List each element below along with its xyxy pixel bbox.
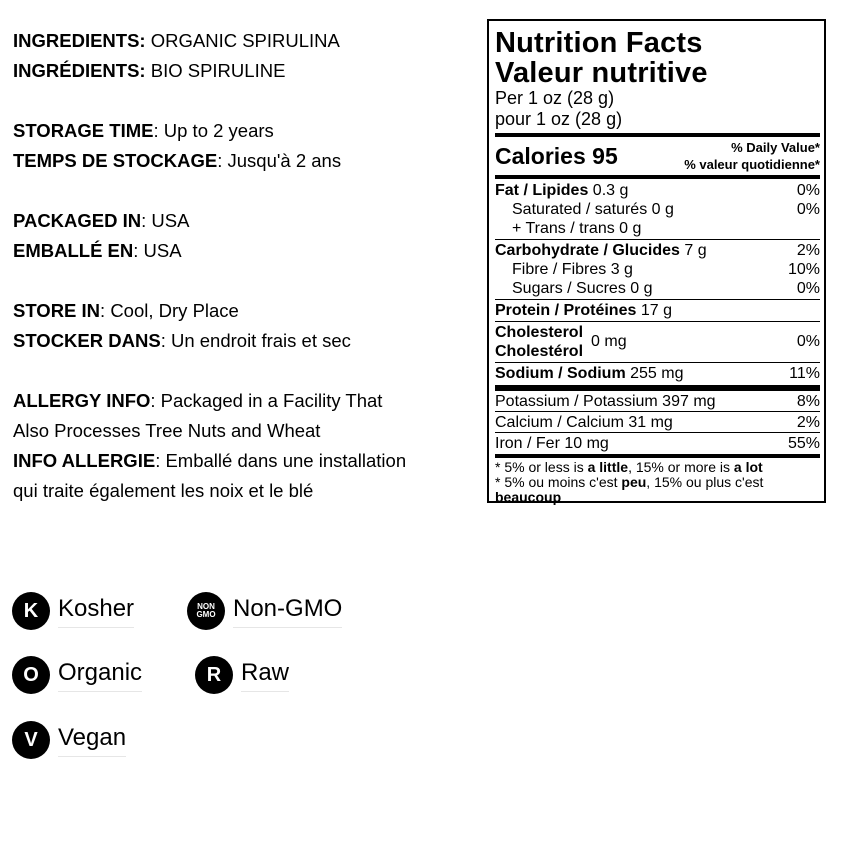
- storage-time-en: [13, 116, 483, 146]
- fibre-row: [495, 260, 820, 279]
- cholesterol-label-fr: Cholestérol: [495, 343, 584, 360]
- calcium-row: [495, 413, 820, 432]
- protein-row: [495, 301, 820, 320]
- packaged-fr: [13, 236, 483, 266]
- footnote-fr-bold: peu: [621, 474, 647, 490]
- divider: [495, 385, 820, 391]
- calcium-dv: 2%: [796, 414, 820, 431]
- allergy-fr-cont: qui traite également les noix et le blé: [13, 480, 314, 501]
- trans-row: [495, 219, 820, 238]
- cholesterol-label-en: Cholesterol: [495, 324, 584, 341]
- badge-organic-label: Organic: [58, 659, 142, 692]
- non-gmo-icon-line-1: NON: [197, 602, 215, 611]
- serving-size-en: Per 1 oz (28 g): [495, 88, 615, 108]
- badge-raw-label: Raw: [241, 659, 289, 692]
- raw-icon: R: [195, 656, 233, 694]
- footnote-fr-part: , 15% ou plus c'est: [646, 474, 764, 490]
- divider: [495, 299, 820, 300]
- sodium-amount: 255 mg: [625, 365, 684, 382]
- carb-label: Carbohydrate / Glucides: [495, 242, 680, 259]
- non-gmo-icon: [187, 592, 225, 630]
- vegan-icon: V: [12, 721, 50, 759]
- iron-row: [495, 434, 820, 453]
- allergy-fr-value-1: : Emballé dans une installation: [155, 450, 407, 471]
- allergy-fr: [13, 446, 483, 476]
- fat-amount: 0.3 g: [588, 182, 629, 199]
- footnote-fr-bold: beaucoup: [495, 489, 562, 505]
- fibre-label: Fibre / Fibres 3 g: [512, 261, 633, 278]
- iron-dv: 55%: [787, 435, 820, 452]
- store-en: [13, 296, 483, 326]
- footnote-en-part: , 15% or more is: [628, 459, 734, 475]
- divider: [495, 411, 820, 412]
- packaged-en-label: PACKAGED IN: [13, 210, 142, 231]
- sugars-row: [495, 279, 820, 298]
- packaged-en-value: : USA: [141, 210, 190, 231]
- ingredients-en-value: ORGANIC SPIRULINA: [145, 30, 340, 51]
- storage-time-en-value: : Up to 2 years: [153, 120, 274, 141]
- potassium-label: Potassium / Potassium 397 mg: [495, 393, 716, 410]
- sodium-label: Sodium / Sodium: [495, 365, 626, 382]
- daily-value-fr: % valeur quotidienne*: [684, 157, 820, 172]
- ingredients-fr-label: INGRÉDIENTS:: [13, 60, 146, 81]
- protein-label: Protein / Protéines: [495, 302, 637, 319]
- sodium-dv: 11%: [789, 365, 820, 382]
- ingredients-fr-value: BIO SPIRULINE: [145, 60, 286, 81]
- fat-dv: 0%: [796, 182, 820, 199]
- ingredients-fr: [13, 56, 483, 86]
- cholesterol-label: [495, 323, 583, 361]
- carb-amount: 7 g: [679, 242, 707, 259]
- store-fr: [13, 326, 483, 356]
- ingredients-en: [13, 26, 483, 56]
- store-fr-label: STOCKER DANS: [13, 330, 161, 351]
- cholesterol-row: [495, 323, 820, 361]
- packaged-fr-label: EMBALLÉ EN: [13, 240, 134, 261]
- trans-label: + Trans / trans 0 g: [512, 220, 642, 237]
- badge-vegan-label: Vegan: [58, 724, 126, 757]
- kosher-icon: K: [12, 592, 50, 630]
- sugars-label: Sugars / Sucres 0 g: [512, 280, 653, 297]
- footnote-en-part: * 5% or less is: [495, 459, 588, 475]
- storage-time-en-label: STORAGE TIME: [13, 120, 154, 141]
- divider: [495, 432, 820, 433]
- serving-size-fr: pour 1 oz (28 g): [495, 109, 623, 129]
- badge-non-gmo-label: Non-GMO: [233, 595, 342, 628]
- divider: [495, 175, 820, 179]
- non-gmo-icon-line-2: GMO: [196, 610, 216, 619]
- packaged-en: [13, 206, 483, 236]
- footnote-en-bold: a lot: [733, 459, 763, 475]
- nutrition-title-fr: Valeur nutritive: [495, 57, 708, 89]
- cholesterol-amount: 0 mg: [591, 333, 627, 350]
- store-en-value: : Cool, Dry Place: [100, 300, 239, 321]
- badge-kosher-label: Kosher: [58, 595, 134, 628]
- ingredients-en-label: INGREDIENTS:: [13, 30, 146, 51]
- nutrition-facts-panel: [487, 19, 826, 503]
- allergy-en: [13, 386, 483, 416]
- storage-time-fr-value: : Jusqu'à 2 ans: [217, 150, 342, 171]
- calories-row: [495, 137, 820, 175]
- store-en-label: STORE IN: [13, 300, 101, 321]
- allergy-en-label: ALLERGY INFO: [13, 390, 151, 411]
- fat-row: [495, 181, 820, 200]
- footnote-fr: [495, 475, 820, 505]
- badge-raw: [195, 656, 289, 694]
- protein-amount: 17 g: [636, 302, 672, 319]
- badge-organic: [12, 656, 142, 694]
- allergy-fr-label: INFO ALLERGIE: [13, 450, 156, 471]
- carb-dv: 2%: [796, 242, 820, 259]
- iron-label: Iron / Fer 10 mg: [495, 435, 609, 452]
- divider: [495, 362, 820, 363]
- calories: Calories 95: [495, 142, 618, 169]
- nutrition-title-en: Nutrition Facts: [495, 27, 703, 59]
- potassium-row: [495, 392, 820, 411]
- organic-icon: O: [12, 656, 50, 694]
- fibre-dv: 10%: [787, 261, 820, 278]
- sodium-row: [495, 364, 820, 383]
- divider: [495, 321, 820, 322]
- saturated-dv: 0%: [796, 201, 820, 218]
- daily-value-en: % Daily Value*: [731, 140, 820, 155]
- cholesterol-dv: 0%: [796, 333, 820, 350]
- sugars-dv: 0%: [796, 280, 820, 297]
- storage-time-fr: [13, 146, 483, 176]
- footnote-en: [495, 460, 820, 475]
- footnote-en-bold: a little: [587, 459, 629, 475]
- saturated-label: Saturated / saturés 0 g: [512, 201, 674, 218]
- storage-time-fr-label: TEMPS DE STOCKAGE: [13, 150, 218, 171]
- potassium-dv: 8%: [796, 393, 820, 410]
- carb-row: [495, 241, 820, 260]
- badge-non-gmo: [187, 592, 342, 630]
- packaged-fr-value: : USA: [133, 240, 182, 261]
- calcium-label: Calcium / Calcium 31 mg: [495, 414, 673, 431]
- badge-kosher: [12, 592, 134, 630]
- store-fr-value: : Un endroit frais et sec: [160, 330, 351, 351]
- daily-value-header: [684, 139, 820, 173]
- fat-label: Fat / Lipides: [495, 182, 589, 199]
- product-info: [13, 26, 483, 506]
- saturated-row: [495, 200, 820, 219]
- footnote-fr-part: * 5% ou moins c'est: [495, 474, 622, 490]
- footnote: [495, 458, 820, 505]
- divider: [495, 239, 820, 240]
- allergy-en-value-1: : Packaged in a Facility That: [150, 390, 383, 411]
- allergy-en-cont: Also Processes Tree Nuts and Wheat: [13, 420, 321, 441]
- badge-vegan: [12, 721, 126, 759]
